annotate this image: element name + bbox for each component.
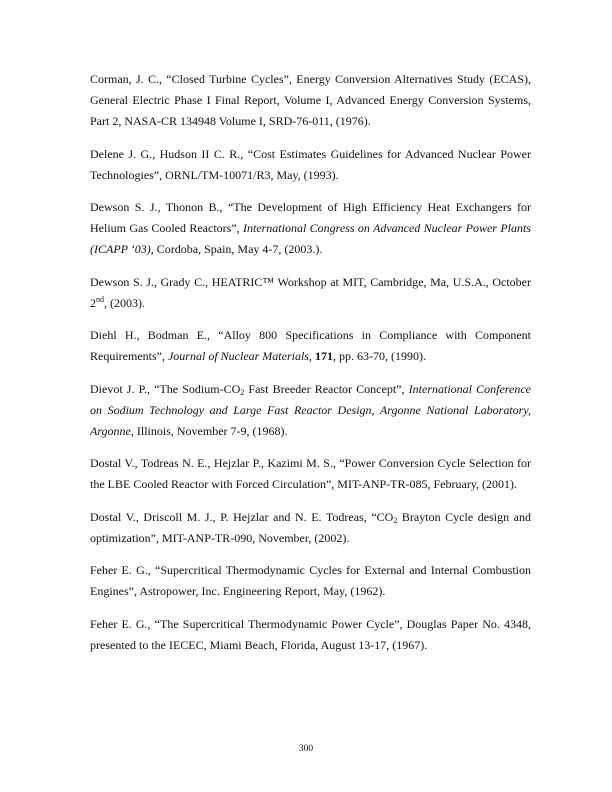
reference-text: International Conference on Sodium Technology and Large Fast Reactor Design, Argonne National Laboratory, Argonne xyxy=(90,381,532,438)
reference-text: , Illinois, November 7-9, (1968). xyxy=(130,423,288,438)
reference-text: Dievot J. P., “The Sodium-CO xyxy=(90,381,241,396)
reference-text: Feher E. G., “The Supercritical Thermodynamic Power Cycle”, Douglas Paper No. 4348, presented to the IECEC, Miami Beach, Florida, August 13-17, (1967). xyxy=(90,616,531,652)
reference-text: Dewson S. J., Thonon B., “The Development of High Efficiency Heat Exchangers for Helium Gas Cooled Reactors”, xyxy=(90,200,531,235)
reference-entry xyxy=(90,560,531,602)
reference-text: , pp. 63-70, (1990). xyxy=(332,349,426,363)
reference-text: Dostal V., Driscoll M. J., P. Hejzlar and N. E. Todreas, “CO xyxy=(90,509,394,524)
reference-entry xyxy=(90,69,531,132)
reference-text: Dostal V., Todreas N. E., Hejzlar P., Kazimi M. S., “Power Conversion Cycle Selection for the LBE Cooled Reactor with Forced Circulation”, MIT-ANP-TR-085, February, (2001). xyxy=(90,456,531,491)
reference-text: 2 xyxy=(240,387,245,397)
reference-entry xyxy=(90,325,531,367)
reference-entry xyxy=(90,507,531,549)
reference-text: , Cordoba, Spain, May 4-7, (2003.). xyxy=(150,242,323,256)
reference-text: 2 xyxy=(393,515,398,525)
reference-entry xyxy=(90,453,531,495)
reference-list xyxy=(90,69,531,667)
reference-text: , (2003). xyxy=(104,295,145,310)
reference-text: Corman, J. C., “Closed Turbine Cycles”, Energy Conversion Alternatives Study (ECAS), General Electric Phase I Final Report, Volume I, Advanced Energy Conversion Systems, Part 2, NASA-CR 134948 Volume I, SRD-76-011, (1976). xyxy=(90,72,531,128)
reference-entry xyxy=(90,197,531,260)
reference-entry xyxy=(90,144,531,186)
reference-text: nd xyxy=(96,294,104,304)
reference-text: International Congress on Advanced Nuclear Power Plants (ICAPP ‘03) xyxy=(90,221,531,256)
reference-text: 171 xyxy=(314,349,333,363)
page-number: 300 xyxy=(298,744,314,754)
reference-text: Fast Breeder Reactor Concept”, xyxy=(244,381,409,396)
reference-text: Dewson S. J., Grady C., HEATRIC™ Workshop at MIT, Cambridge, Ma, U.S.A., October 2 xyxy=(90,274,531,310)
reference-entry xyxy=(90,614,531,656)
reference-text: Brayton Cycle design and optimization”, MIT-ANP-TR-090, November, (2002). xyxy=(90,509,532,545)
reference-text: Feher E. G., “Supercritical Thermodynamic Cycles for External and Internal Combustion Engines”, Astropower, Inc. Engineering Report, May, (1962). xyxy=(90,563,531,598)
reference-text: Delene J. G., Hudson II C. R., “Cost Estimates Guidelines for Advanced Nuclear Power Technologies”, ORNL/TM-10071/R3, May, (1993). xyxy=(90,146,531,182)
reference-text: , xyxy=(308,349,315,363)
reference-text: Diehl H., Bodman E., “Alloy 800 Specifications in Compliance with Component Requirements”, xyxy=(90,328,531,363)
reference-entry xyxy=(90,272,531,314)
reference-text: Journal of Nuclear Materials xyxy=(167,349,309,363)
reference-entry xyxy=(90,379,531,442)
